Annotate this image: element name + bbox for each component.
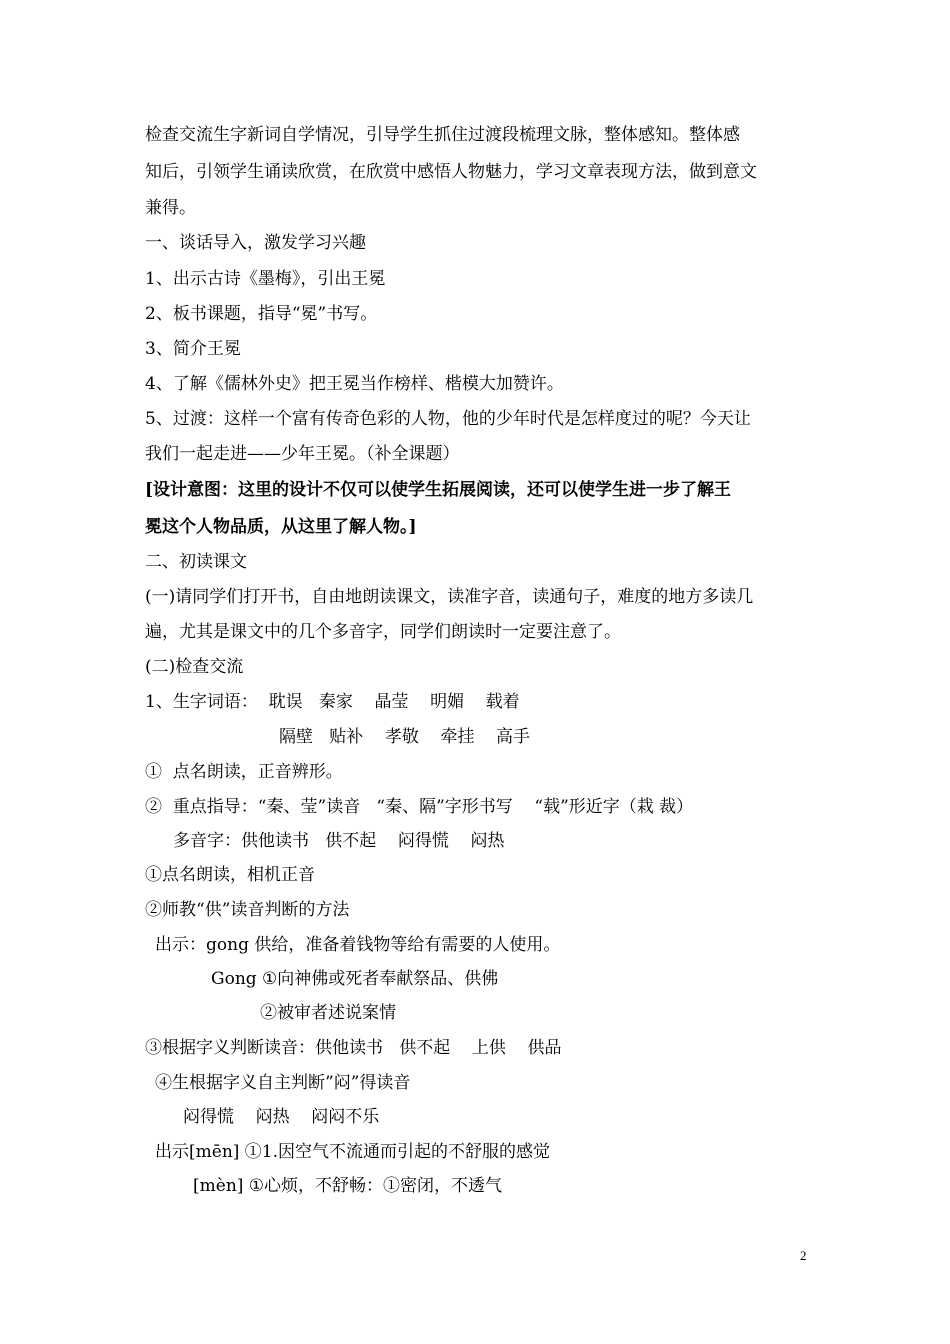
text-line: 我们一起走进——少年王冕。（补全课题） (145, 444, 460, 464)
text-line: 4、了解《儒林外史》把王冕当作榜样、楷模大加赞许。 (145, 374, 564, 394)
section-heading: 一、谈话导入，激发学习兴趣 (145, 233, 366, 253)
text-line: ②被审者述说案情 (260, 1003, 396, 1023)
text-line: 检查交流生字新词自学情况，引导学生抓住过渡段梳理文脉，整体感知。整体感 (145, 125, 740, 145)
text-line: ③根据字义判断读音：供他读书 供不起 上供 供品 (145, 1038, 562, 1058)
text-line: ④生根据字义自主判断”闷”得读音 (155, 1073, 411, 1093)
text-line: ②师教“供”读音判断的方法 (145, 900, 350, 920)
text-line: (二)检查交流 (145, 657, 244, 677)
text-line: 出示[mēn] ①1.因空气不流通而引起的不舒服的感觉 (155, 1142, 551, 1162)
text-line: (一)请同学们打开书，自由地朗读课文，读准字音，读通句子，难度的地方多读几 (145, 587, 754, 607)
text-line: 5、过渡：这样一个富有传奇色彩的人物，他的少年时代是怎样度过的呢？今天让 (145, 409, 751, 429)
text-line: ② 重点指导：“秦、莹”读音 “秦、隔”字形书写 “载”形近字（栽 裁） (145, 797, 694, 817)
text-line: 知后，引领学生诵读欣赏，在欣赏中感悟人物魅力，学习文章表现方法，做到意文 (145, 162, 757, 182)
text-line: ①点名朗读，相机正音 (145, 865, 315, 885)
text-line: 兼得。 (145, 198, 196, 218)
page-number: 2 (800, 1248, 807, 1263)
vocabulary-line: 隔壁 贴补 孝敬 牵挂 高手 (279, 727, 531, 747)
text-line: 2、板书课题，指导“冕”书写。 (145, 304, 378, 324)
design-intent-note: [设计意图：这里的设计不仅可以使学生拓展阅读，还可以使学生进一步了解王 (145, 480, 732, 500)
text-line: Gong ①向神佛或死者奉献祭品、供佛 (211, 969, 499, 989)
design-intent-note: 冕这个人物品质，从这里了解人物。] (145, 517, 417, 537)
text-line: ① 点名朗读，正音辨形。 (145, 762, 343, 782)
section-heading: 二、初读课文 (145, 552, 247, 572)
text-line: 出示：gong 供给，准备着钱物等给有需要的人使用。 (155, 935, 561, 955)
text-line: 遍，尤其是课文中的几个多音字，同学们朗读时一定要注意了。 (145, 622, 621, 642)
text-line: 闷得慌 闷热 闷闷不乐 (183, 1107, 380, 1127)
text-line: 多音字：供他读书 供不起 闷得慌 闷热 (173, 831, 505, 851)
vocabulary-line: 1、生字词语： 耽误 秦家 晶莹 明媚 载着 (145, 692, 520, 712)
text-line: [mèn] ①心烦，不舒畅：①密闭，不透气 (193, 1176, 503, 1196)
text-line: 3、简介王冕 (145, 339, 241, 359)
text-line: 1、出示古诗《墨梅》，引出王冕 (145, 269, 386, 289)
